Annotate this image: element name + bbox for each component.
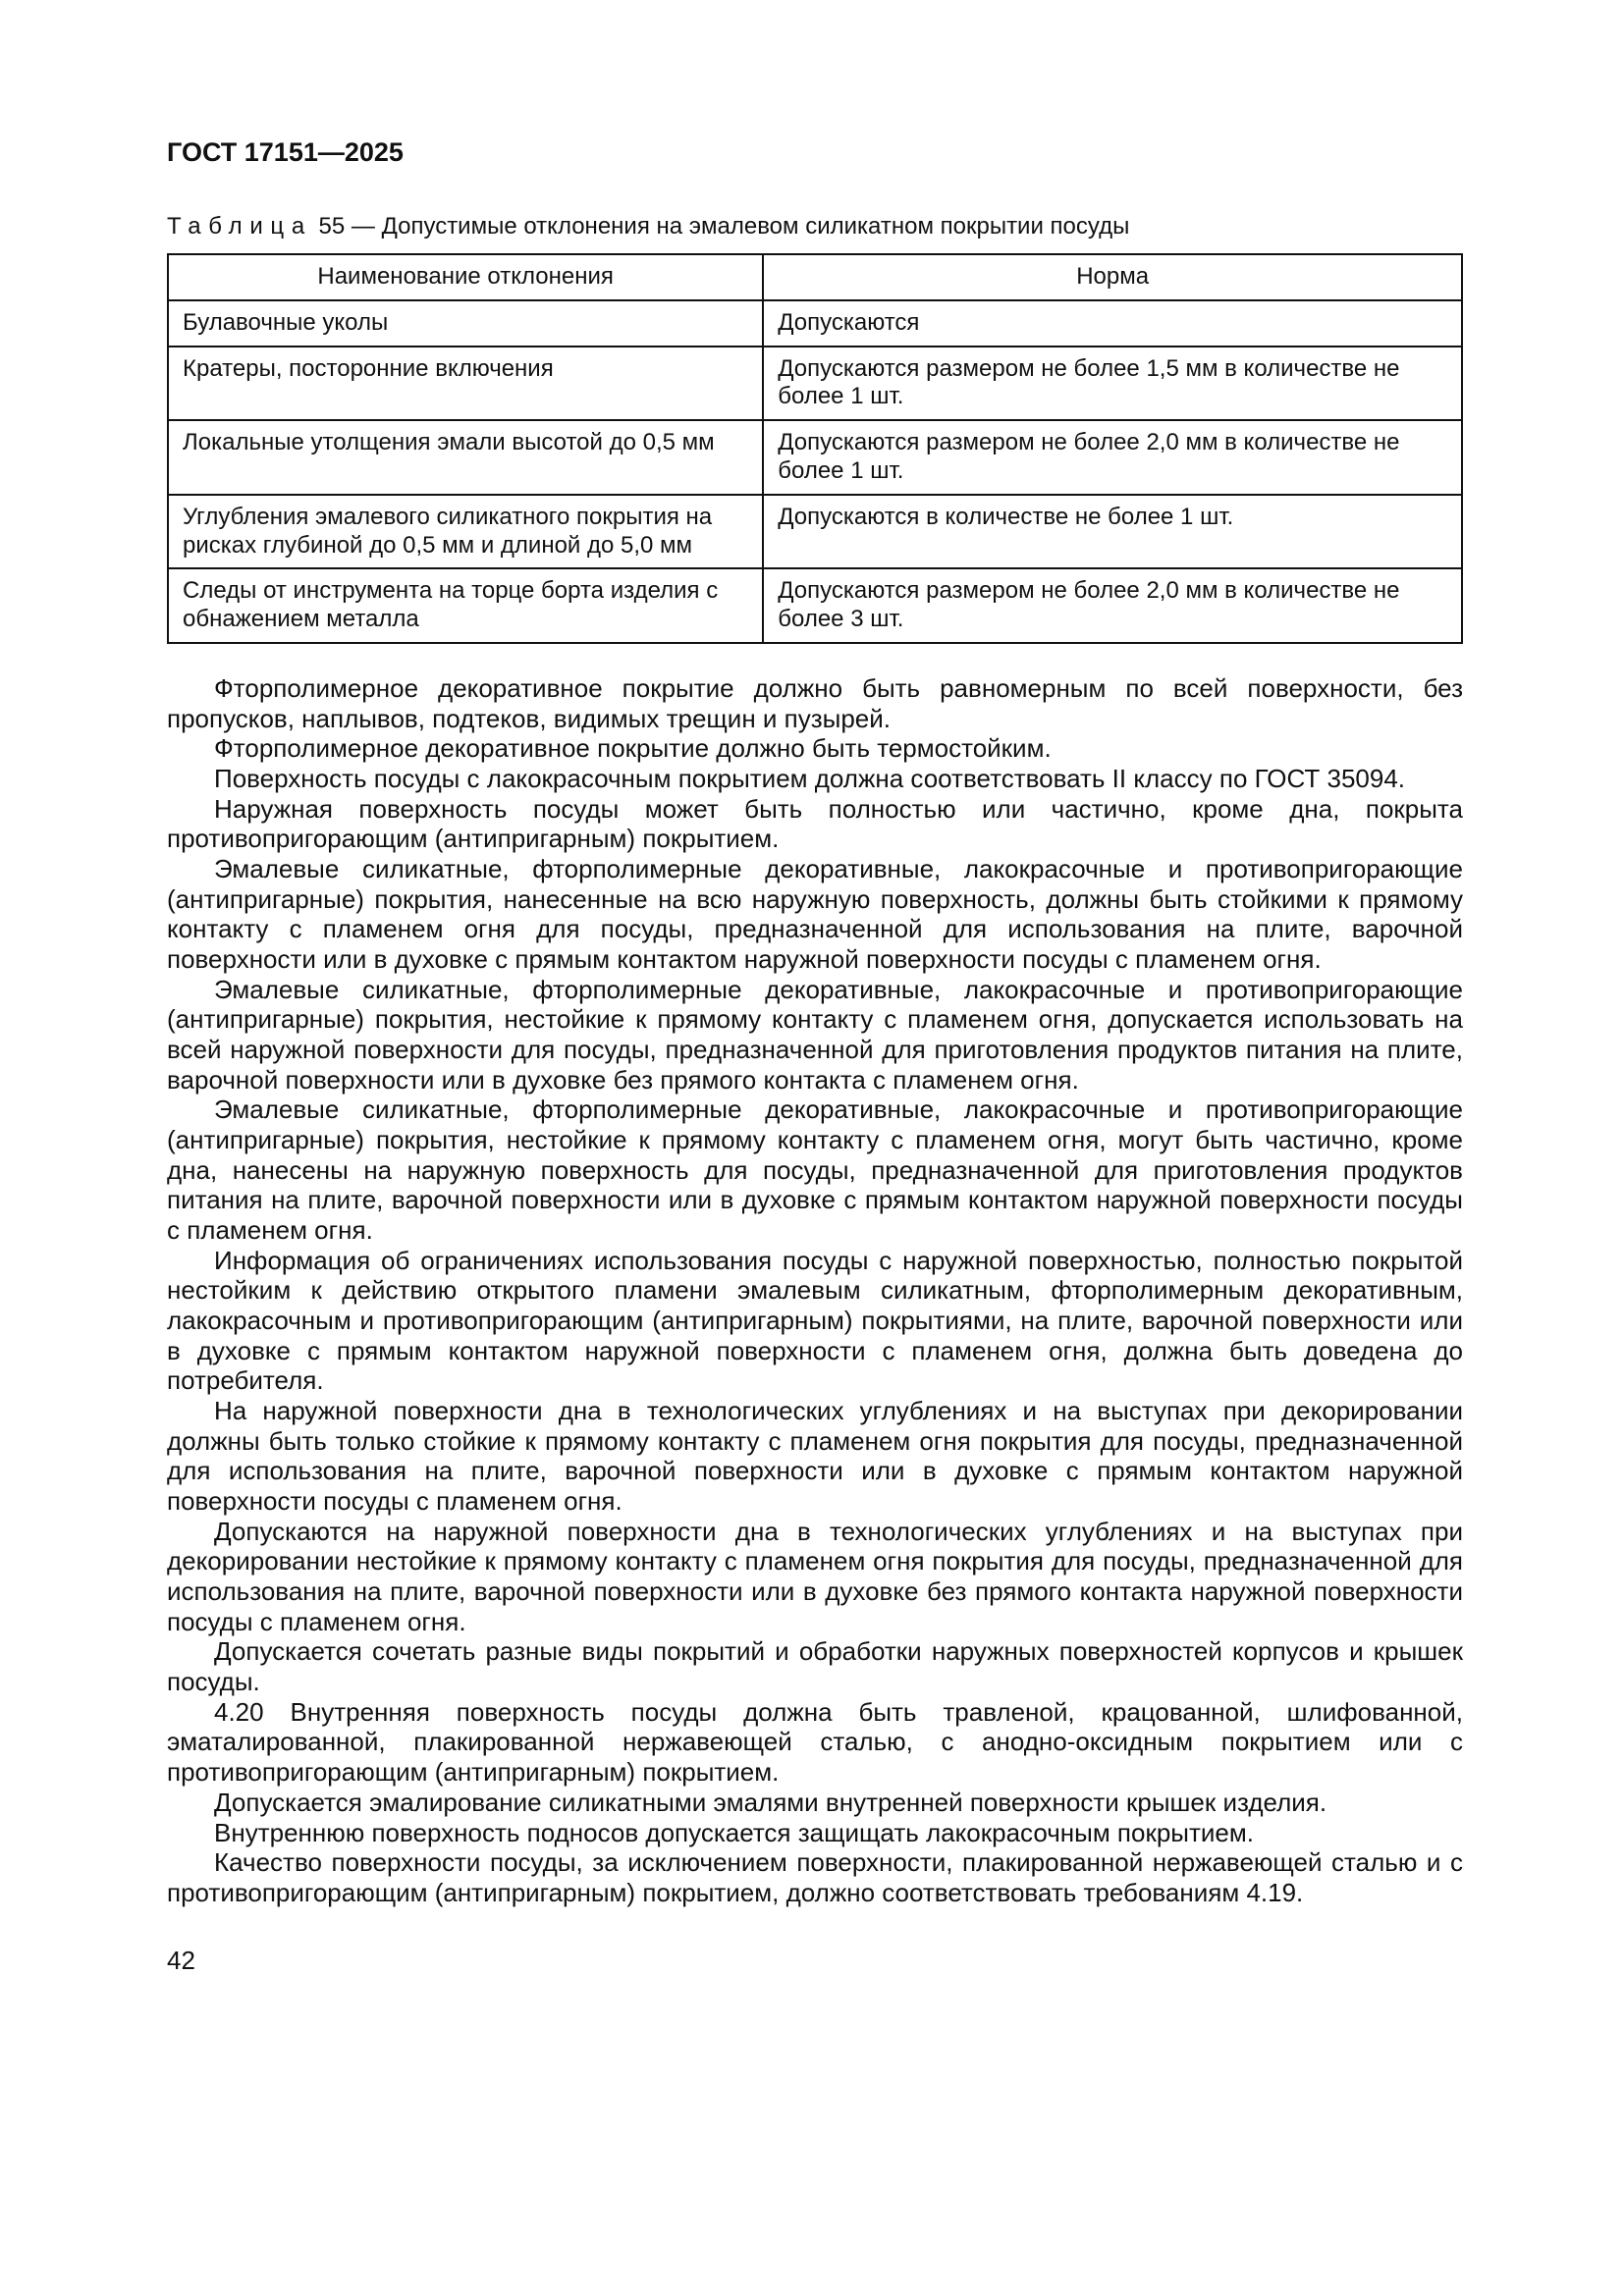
paragraph: На наружной поверхности дна в технологических углублениях и на выступах при декорировании должны быть только стойкие к прямому контакту с пламенем огня покрытия для посуды, предназначенной для использования на плите, варочной поверхности или в духовке с прямым контактом наружной поверхности посуды с пламенем огня.: [167, 1396, 1463, 1517]
document-header: ГОСТ 17151—2025: [167, 137, 404, 167]
norm-cell: Допускаются размером не более 2,0 мм в количестве не более 3 шт.: [763, 568, 1462, 643]
norm-cell: Допускаются: [763, 300, 1462, 347]
paragraph: 4.20 Внутренняя поверхность посуды должна быть травленой, крацованной, шлифованной, эматалированной, плакированной нержавеющей сталью, с анодно-оксидным покрытием или с противопригорающим (антипригарным) покрытием.: [167, 1696, 1463, 1788]
paragraph: Информация об ограничениях использования посуды с наружной поверхностью, полностью покрытой нестойким к действию открытого пламени эмалевым силикатным, фторполимерным декоративным, лакокрасочным и противопригорающим (антипригарным) покрытиями, на плите, варочной поверхности или в духовке с прямым контактом наружной поверхности с пламенем огня, должна быть доведена до потребителя.: [167, 1245, 1463, 1396]
paragraph: Эмалевые силикатные, фторполимерные декоративные, лакокрасочные и противопригорающие (антипригарные) покрытия, нестойкие к прямому контакту с пламенем огня, допускается использовать на всей наружной поверхности для посуды, предназначенной для приготовления продуктов питания на плите, варочной поверхности или в духовке без прямого контакта с пламенем огня.: [167, 974, 1463, 1095]
paragraph: Допускаются на наружной поверхности дна в технологических углублениях и на выступах при декорировании нестойкие к прямому контакту с пламенем огня покрытия для посуды, предназначенной для использования на плите, варочной поверхности или в духовке без прямого контакта наружной поверхности посуды с пламенем огня.: [167, 1516, 1463, 1636]
deviation-cell: Углубления эмалевого силикатного покрытия на рисках глубиной до 0,5 мм и длиной до 5,0 мм: [168, 495, 763, 569]
norm-cell: Допускаются в количестве не более 1 шт.: [763, 495, 1462, 569]
table-header-row: [168, 254, 1462, 300]
paragraph: Допускается сочетать разные виды покрытий и обработки наружных поверхностей корпусов и крышек посуды.: [167, 1636, 1463, 1697]
deviation-cell: Булавочные уколы: [168, 300, 763, 347]
column-header-norm: Норма: [763, 254, 1462, 300]
table-caption-word: Таблица: [167, 213, 312, 240]
table-row: [168, 420, 1462, 495]
table-caption-title: Допустимые отклонения на эмалевом силикатном покрытии посуды: [381, 213, 1130, 240]
norm-cell: Допускаются размером не более 2,0 мм в количестве не более 1 шт.: [763, 420, 1462, 495]
page-number: 42: [167, 1945, 195, 1975]
column-header-deviation: Наименование отклонения: [168, 254, 763, 300]
paragraph: Наружная поверхность посуды может быть полностью или частично, кроме дна, покрыта противопригорающим (антипригарным) покрытием.: [167, 793, 1463, 854]
table-caption: [167, 213, 1463, 240]
deviation-cell: Кратеры, посторонние включения: [168, 347, 763, 421]
paragraph: Качество поверхности посуды, за исключением поверхности, плакированной нержавеющей сталью и с противопригорающим (антипригарным) покрытием, должно соответствовать требованиям 4.19.: [167, 1847, 1463, 1907]
deviation-cell: Следы от инструмента на торце борта изделия с обнажением металла: [168, 568, 763, 643]
body-text: [167, 673, 1463, 1908]
paragraph: Фторполимерное декоративное покрытие должно быть термостойким.: [214, 733, 1052, 764]
table-row: [168, 568, 1462, 643]
table-row: [168, 347, 1462, 421]
table-caption-dash: —: [351, 213, 375, 240]
table-caption-number: 55: [318, 213, 346, 240]
paragraph: Фторполимерное декоративное покрытие должно быть равномерным по всей поверхности, без пропусков, наплывов, подтеков, видимых трещин и пузырей.: [167, 672, 1463, 733]
deviations-table: [167, 253, 1463, 644]
norm-cell: Допускаются размером не более 1,5 мм в количестве не более 1 шт.: [763, 347, 1462, 421]
paragraph: Эмалевые силикатные, фторполимерные декоративные, лакокрасочные и противопригорающие (антипригарные) покрытия, нестойкие к прямому контакту с пламенем огня, могут быть частично, кроме дна, нанесены на наружную поверхность для посуды, предназначенной для приготовления продуктов питания на плите, варочной поверхности или в духовке с прямым контактом наружной поверхности посуды с пламенем огня.: [167, 1095, 1463, 1246]
paragraph: Поверхность посуды с лакокрасочным покрытием должна соответствовать II классу по ГОСТ 35094.: [214, 763, 1406, 793]
paragraph: Внутреннюю поверхность подносов допускается защищать лакокрасочным покрытием.: [214, 1817, 1254, 1847]
deviation-cell: Локальные утолщения эмали высотой до 0,5 мм: [168, 420, 763, 495]
table-row: [168, 495, 1462, 569]
paragraph: Эмалевые силикатные, фторполимерные декоративные, лакокрасочные и противопригорающие (антипригарные) покрытия, нанесенные на всю наружную поверхность, должны быть стойкими к прямому контакту с пламенем огня для посуды, предназначенной для использования на плите, варочной поверхности или в духовке с прямым контактом наружной поверхности посуды с пламенем огня.: [167, 854, 1463, 975]
table-row: [168, 300, 1462, 347]
paragraph: Допускается эмалирование силикатными эмалями внутренней поверхности крышек изделия.: [214, 1787, 1327, 1817]
